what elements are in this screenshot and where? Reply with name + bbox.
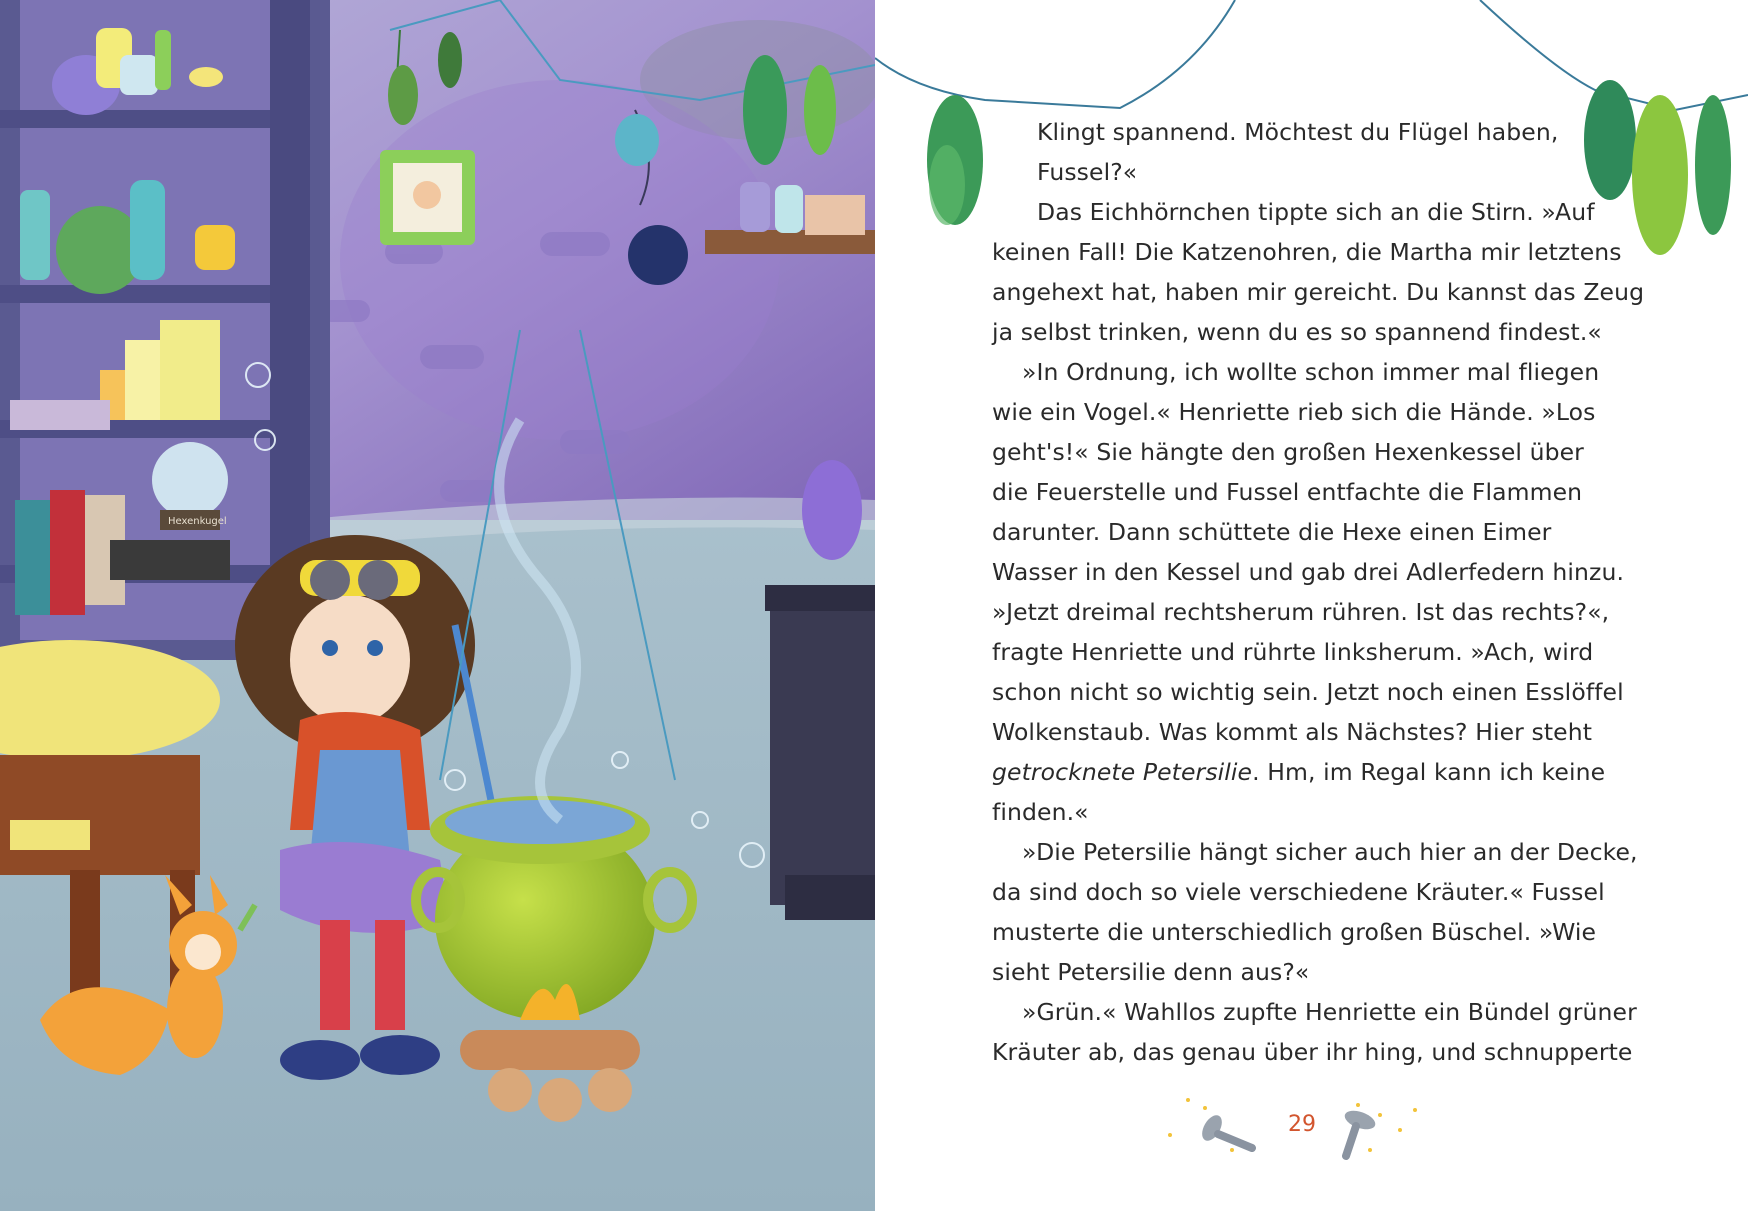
- text-line: Wolkenstaub. Was kommt als Nächstes? Hier steht: [992, 718, 1593, 746]
- text-line: musterte die unterschiedlich großen Büschel. »Wie: [992, 918, 1597, 946]
- screw-icon: [1342, 1107, 1378, 1156]
- text-line: die Feuerstelle und Fussel entfachte die Flammen: [992, 478, 1583, 506]
- text-line: [992, 752, 1632, 792]
- text-line: sieht Petersilie denn aus?«: [992, 958, 1310, 986]
- crystal-ball-label: Hexenkugel: [168, 516, 227, 527]
- hanging-flask: [615, 114, 659, 166]
- text-line: »Jetzt dreimal rechtsherum rühren. Ist das rechts?«,: [992, 598, 1610, 626]
- text-line: »In Ordnung, ich wollte schon immer mal fliegen: [1022, 358, 1600, 386]
- text-line: geht's!« Sie hängte den großen Hexenkessel über: [992, 438, 1584, 466]
- text-page: [875, 0, 1748, 1211]
- story-text: [992, 112, 1645, 1072]
- text-line: ja selbst trinken, wenn du es so spannend findest.«: [992, 318, 1602, 346]
- screw-icon: [1198, 1112, 1252, 1148]
- text-line: darunter. Dann schüttete die Hexe einen Eimer: [992, 518, 1552, 546]
- text-line-rest: . Hm, im Regal kann ich keine: [1252, 758, 1606, 786]
- text-line: Kräuter ab, das genau über ihr hing, und schnupperte: [992, 1038, 1633, 1066]
- page-number: 29: [1288, 1112, 1316, 1137]
- text-line: schon nicht so wichtig sein. Jetzt noch einen Esslöffel: [992, 678, 1624, 706]
- text-line: keinen Fall! Die Katzenohren, die Martha mir letztens: [992, 238, 1622, 266]
- pedestal: [770, 585, 875, 905]
- italic-phrase: getrocknete Petersilie: [992, 758, 1253, 786]
- text-line: angehext hat, haben mir gereicht. Du kannst das Zeug: [992, 278, 1645, 306]
- text-line: Das Eichhörnchen tippte sich an die Stirn. »Auf: [1037, 198, 1595, 226]
- herb-bundle-icon: [1632, 95, 1688, 255]
- text-line: Klingt spannend. Möchtest du Flügel haben,: [1037, 118, 1559, 146]
- text-line: »Grün.« Wahllos zupfte Henriette ein Bündel grüner: [1022, 998, 1637, 1026]
- text-line: Fussel?«: [1037, 158, 1138, 186]
- text-line: »Die Petersilie hängt sicher auch hier an der Decke,: [1022, 838, 1638, 866]
- text-line: wie ein Vogel.« Henriette rieb sich die Hände. »Los: [992, 398, 1596, 426]
- text-line: da sind doch so viele verschiedene Kräuter.« Fussel: [992, 878, 1605, 906]
- text-line: fragte Henriette und rührte linksherum. »Ach, wird: [992, 638, 1594, 666]
- purple-vase: [802, 460, 862, 560]
- herb-bundle-icon: [1695, 95, 1731, 235]
- text-line: Wasser in den Kessel und gab drei Adlerfedern hinzu.: [992, 558, 1625, 586]
- text-line: finden.«: [992, 798, 1089, 826]
